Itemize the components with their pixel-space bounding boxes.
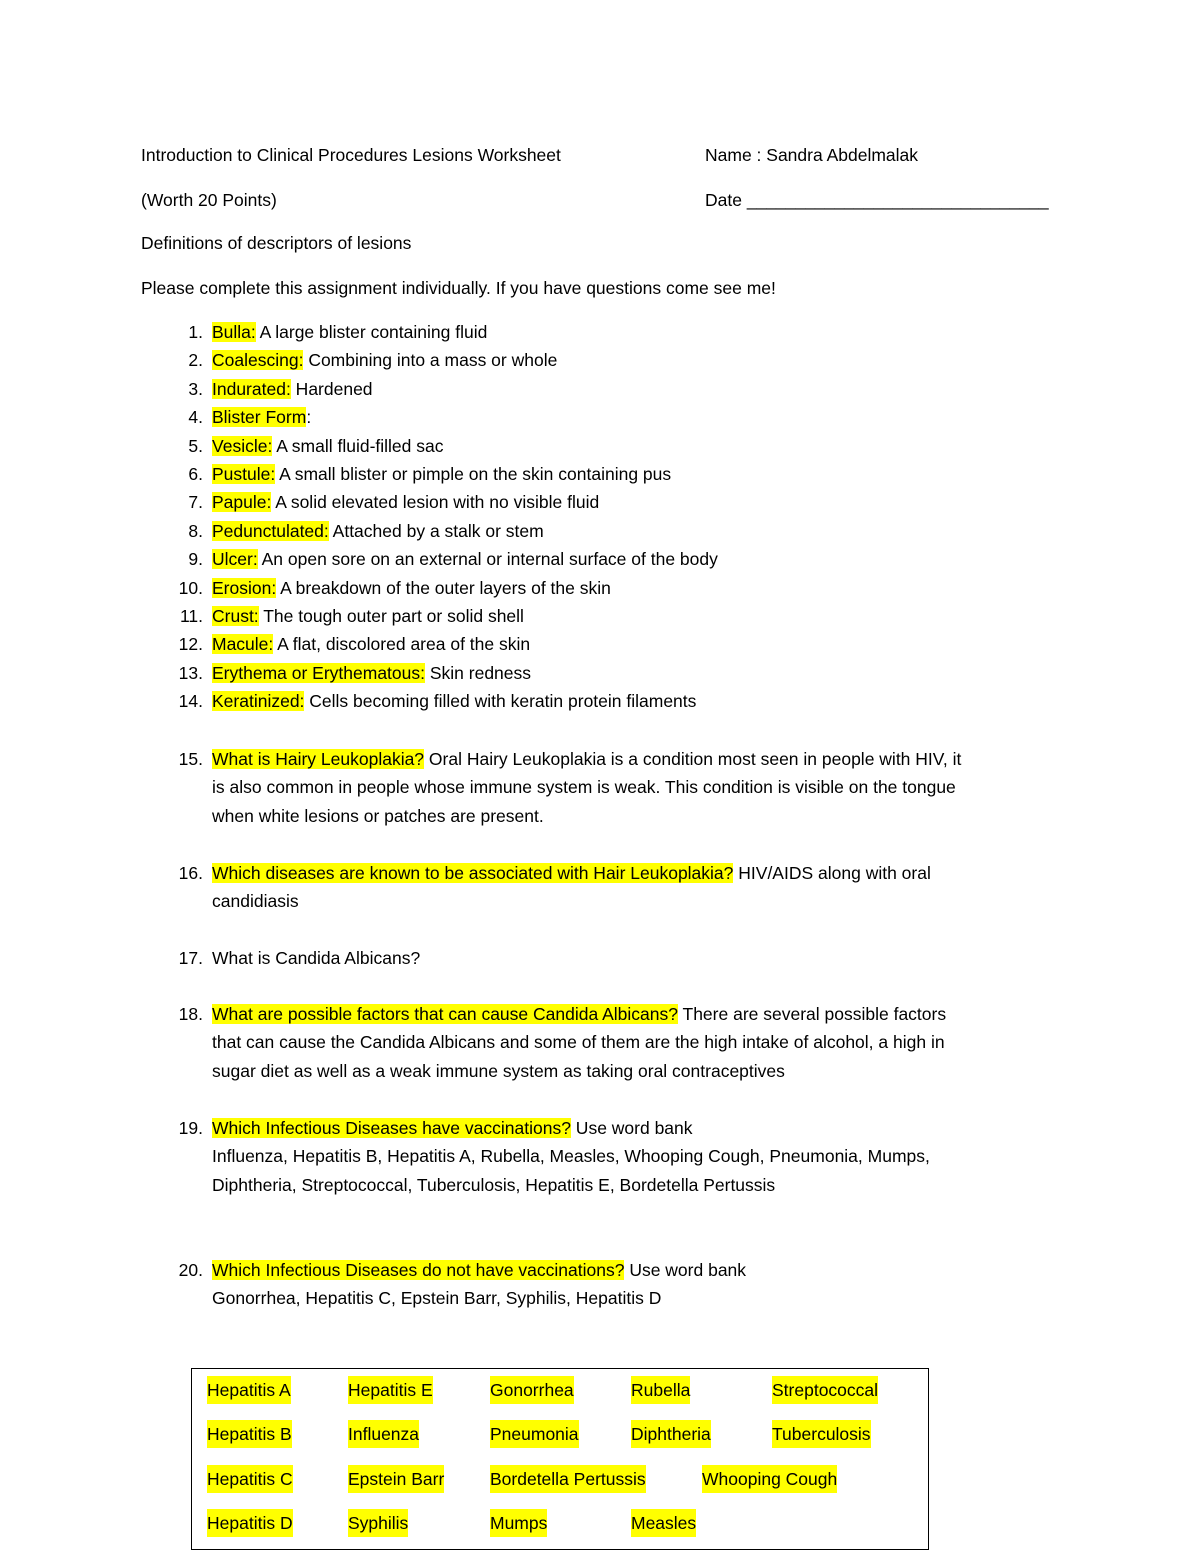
- answer-line: that can cause the Candida Albicans and some of them are the high intake of alcohol, a high in: [212, 1032, 945, 1053]
- definition: Cells becoming filled with keratin protein filaments: [304, 691, 697, 712]
- word-bank-cell: Mumps: [490, 1509, 547, 1537]
- word-bank-cell: Pneumonia: [490, 1420, 579, 1448]
- definition: :: [306, 407, 312, 428]
- item-number: 10.: [178, 577, 203, 598]
- term: Vesicle:: [212, 435, 273, 456]
- list-item: [0, 630, 1200, 658]
- item-number: 7.: [188, 492, 203, 513]
- definition: Attached by a stalk or stem: [328, 520, 544, 541]
- item-number: 19.: [178, 1118, 203, 1138]
- list-item: [0, 659, 1200, 687]
- list-item: [0, 375, 1200, 403]
- word-bank-cell: Bordetella Pertussis: [490, 1465, 646, 1493]
- definition: Hardened: [290, 378, 373, 399]
- list-item: [0, 687, 1200, 715]
- word-bank-cell: Streptococcal: [772, 1376, 878, 1404]
- list-item: [0, 403, 1200, 431]
- word-bank-cell: Tuberculosis: [772, 1420, 871, 1448]
- item-number: 18.: [178, 1004, 203, 1024]
- definition: A small blister or pimple on the skin containing pus: [275, 463, 672, 484]
- definition: The tough outer part or solid shell: [258, 605, 524, 626]
- definition: An open sore on an external or internal surface of the body: [257, 549, 718, 570]
- definition: A large blister containing fluid: [255, 322, 488, 342]
- term: Bulla:: [212, 322, 256, 342]
- definition: A breakdown of the outer layers of the skin: [276, 577, 611, 598]
- term: Erythema or Erythematous:: [212, 662, 425, 683]
- term: Indurated:: [212, 378, 291, 399]
- answer-line: Oral Hairy Leukoplakia is a condition most seen in people with HIV, it: [424, 749, 962, 769]
- term: Pustule:: [212, 463, 276, 484]
- question-text: Which Infectious Diseases do not have vaccinations?: [212, 1260, 625, 1280]
- item-number: 9.: [188, 549, 203, 570]
- word-bank-cell: Hepatitis E: [348, 1376, 433, 1404]
- worksheet-title: Introduction to Clinical Procedures Lesions Worksheet: [141, 145, 561, 165]
- answer-line: is also common in people whose immune system is weak. This condition is visible on the tongue: [212, 777, 956, 798]
- word-bank-cell: Hepatitis C: [207, 1465, 293, 1493]
- word-bank-cell: Hepatitis D: [207, 1509, 293, 1537]
- item-number: 12.: [178, 634, 203, 655]
- word-bank-cell: Epstein Barr: [348, 1465, 444, 1493]
- item-number: 15.: [178, 749, 203, 769]
- date-blank: _______________________________: [746, 190, 1049, 210]
- word-bank-cell: Diphtheria: [631, 1420, 711, 1448]
- word-bank-cell: Syphilis: [348, 1509, 408, 1537]
- term: Erosion:: [212, 577, 277, 598]
- answer-line: HIV/AIDS along with oral: [733, 863, 931, 883]
- question-text: What are possible factors that can cause Candida Albicans?: [212, 1004, 678, 1024]
- item-number: 11.: [179, 605, 203, 626]
- item-number: 6.: [188, 463, 203, 484]
- term: Blister Form: [212, 407, 307, 428]
- definitions-list: [0, 318, 1200, 715]
- question-text: What is Candida Albicans?: [212, 948, 421, 968]
- term: Keratinized:: [212, 691, 305, 712]
- term: Papule:: [212, 492, 272, 513]
- item-number: 4.: [188, 407, 203, 428]
- word-bank-cell: Hepatitis B: [207, 1420, 292, 1448]
- term: Crust:: [212, 605, 259, 626]
- worth-points: (Worth 20 Points): [141, 190, 277, 210]
- term: Macule:: [212, 634, 274, 655]
- word-bank-cell: Whooping Cough: [702, 1465, 837, 1493]
- definition: Skin redness: [425, 662, 532, 683]
- item-number: 14.: [178, 691, 203, 712]
- list-item: [0, 602, 1200, 630]
- list-item: [0, 318, 1200, 346]
- list-item: [0, 488, 1200, 516]
- list-item: [0, 432, 1200, 460]
- answer-line: Use word bank: [570, 1118, 693, 1138]
- answer-line: Influenza, Hepatitis B, Hepatitis A, Rubella, Measles, Whooping Cough, Pneumonia, Mumps,: [212, 1146, 930, 1167]
- answer-line: sugar diet as well as a weak immune system as taking oral contraceptives: [212, 1060, 785, 1081]
- item-number: 2.: [188, 350, 203, 371]
- term: Pedunctulated:: [212, 520, 329, 541]
- answer-line: Diphtheria, Streptococcal, Tuberculosis, Hepatitis E, Bordetella Pertussis: [212, 1174, 776, 1195]
- item-number: 1.: [188, 322, 203, 342]
- term: Coalescing:: [212, 350, 304, 371]
- instructions: Please complete this assignment individually. If you have questions come see me!: [141, 278, 776, 298]
- list-item: [0, 574, 1200, 602]
- answer-line: Use word bank: [624, 1260, 747, 1280]
- definition: Combining into a mass or whole: [303, 350, 558, 371]
- question-text: Which diseases are known to be associated with Hair Leukoplakia?: [212, 863, 734, 883]
- list-item: [0, 346, 1200, 374]
- item-number: 17.: [178, 948, 203, 968]
- word-bank-cell: Influenza: [348, 1420, 419, 1448]
- word-bank-cell: Rubella: [631, 1376, 690, 1404]
- word-bank-cell: Measles: [631, 1509, 696, 1537]
- word-bank-table: [191, 1368, 929, 1550]
- item-number: 13.: [178, 662, 203, 683]
- definition: A flat, discolored area of the skin: [273, 634, 531, 655]
- answer-line: when white lesions or patches are present.: [212, 805, 544, 826]
- answer-line: There are several possible factors: [677, 1004, 947, 1024]
- term: Ulcer:: [212, 549, 258, 570]
- list-item: [0, 545, 1200, 573]
- student-name: Name : Sandra Abdelmalak: [705, 145, 919, 165]
- answer-line: candidiasis: [212, 891, 299, 912]
- definition: A solid elevated lesion with no visible fluid: [271, 492, 600, 513]
- item-number: 8.: [188, 520, 203, 541]
- answer-line: Gonorrhea, Hepatitis C, Epstein Barr, Syphilis, Hepatitis D: [212, 1288, 662, 1309]
- question-text: What is Hairy Leukoplakia?: [212, 749, 425, 769]
- list-item: [0, 460, 1200, 488]
- item-number: 3.: [188, 378, 203, 399]
- definition: A small fluid-filled sac: [272, 435, 444, 456]
- item-number: 20.: [178, 1260, 203, 1280]
- date-field: [705, 186, 1049, 214]
- word-bank-cell: Hepatitis A: [207, 1376, 291, 1404]
- question-text: Which Infectious Diseases have vaccinations?: [212, 1118, 571, 1138]
- list-item: [0, 517, 1200, 545]
- item-number: 16.: [178, 863, 203, 883]
- word-bank-cell: Gonorrhea: [490, 1376, 574, 1404]
- section-title: Definitions of descriptors of lesions: [141, 233, 412, 253]
- item-number: 5.: [188, 435, 203, 456]
- date-label: Date: [705, 190, 742, 210]
